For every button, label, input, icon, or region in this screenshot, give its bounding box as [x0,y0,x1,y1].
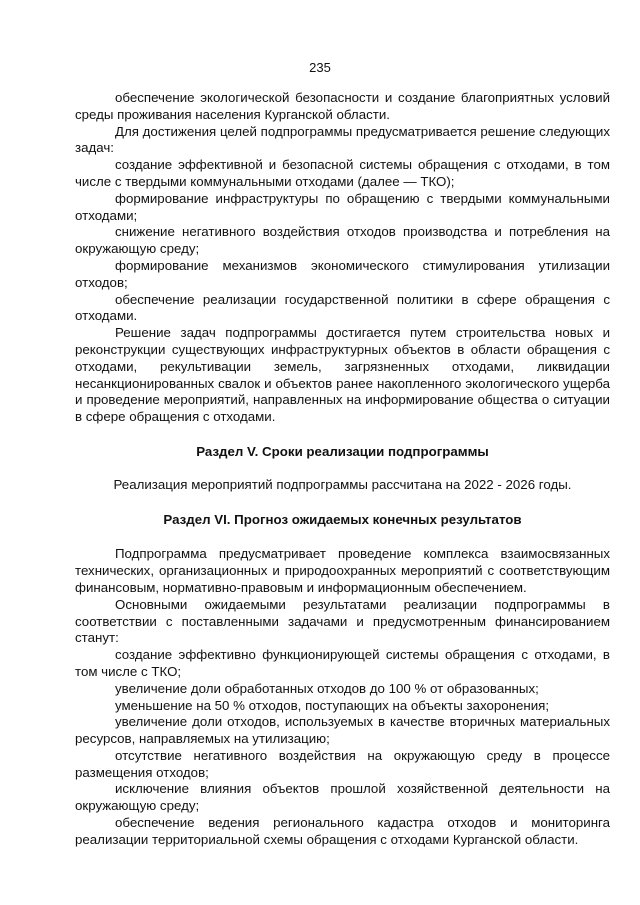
section-5-heading: Раздел V. Сроки реализации подпрограммы [196,443,489,459]
paragraph: Основными ожидаемыми результатами реализации подпрограммы в соответствии с поставленными задачами и предусмотренным финансированием станут: [75,596,610,646]
task-item: обеспечение реализации государственной политики в сфере обращения с отходами. [75,291,610,324]
document-body [75,90,610,849]
paragraph: Решение задач подпрограммы достигается путем строительства новых и реконструкции существующих инфраструктурных объектов в области обращения с отходами, рекультивации земель, загрязненных отходами, ликвидации несанкционированных свалок и объектов ранее накопленного экологического ущерба и проведение мероприятий, направленных на информирование общества о ситуации в сфере обращения с отходами. [75,325,610,425]
result-item: уменьшение на 50 % отходов, поступающих на объекты захоронения; [115,697,550,713]
result-item: увеличение доли обработанных отходов до 100 % от образованных; [115,680,539,696]
result-item: обеспечение ведения регионального кадастра отходов и мониторинга реализации территориальной схемы обращения с отходами Курганской области. [75,815,610,847]
task-item: создание эффективной и безопасной системы обращения с отходами, в том числе с твердыми коммунальными отходами (далее — ТКО); [75,157,610,189]
result-item: отсутствие негативного воздействия на окружающую среду в процессе размещения отходов; [75,747,610,780]
task-item: формирование инфраструктуры по обращению с твердыми коммунальными отходами; [75,190,610,223]
result-item: создание эффективно функционирующей системы обращения с отходами, в том числе с ТКО; [75,647,610,679]
task-item: формирование механизмов экономического стимулирования утилизации отходов; [75,257,610,290]
section-6-heading: Раздел VI. Прогноз ожидаемых конечных результатов [163,511,522,527]
paragraph: Для достижения целей подпрограммы предусматривается решение следующих задач: [75,123,610,156]
result-item: увеличение доли отходов, используемых в качестве вторичных материальных ресурсов, направляемых на утилизацию; [75,714,610,747]
page-number: 235 [309,60,331,75]
task-item: снижение негативного воздействия отходов производства и потребления на окружающую среду; [75,224,610,257]
result-item: исключение влияния объектов прошлой хозяйственной деятельности на окружающую среду; [75,781,610,814]
paragraph: обеспечение экологической безопасности и создание благоприятных условий среды проживания населения Курганской области. [75,90,610,122]
paragraph: Подпрограмма предусматривает проведение комплекса взаимосвязанных технических, организационных и природоохранных мероприятий с соответствующим финансовым, нормативно-правовым и информационным обеспечением. [75,546,610,595]
section-5-text: Реализация мероприятий подпрограммы рассчитана на 2022 - 2026 годы. [113,476,572,492]
